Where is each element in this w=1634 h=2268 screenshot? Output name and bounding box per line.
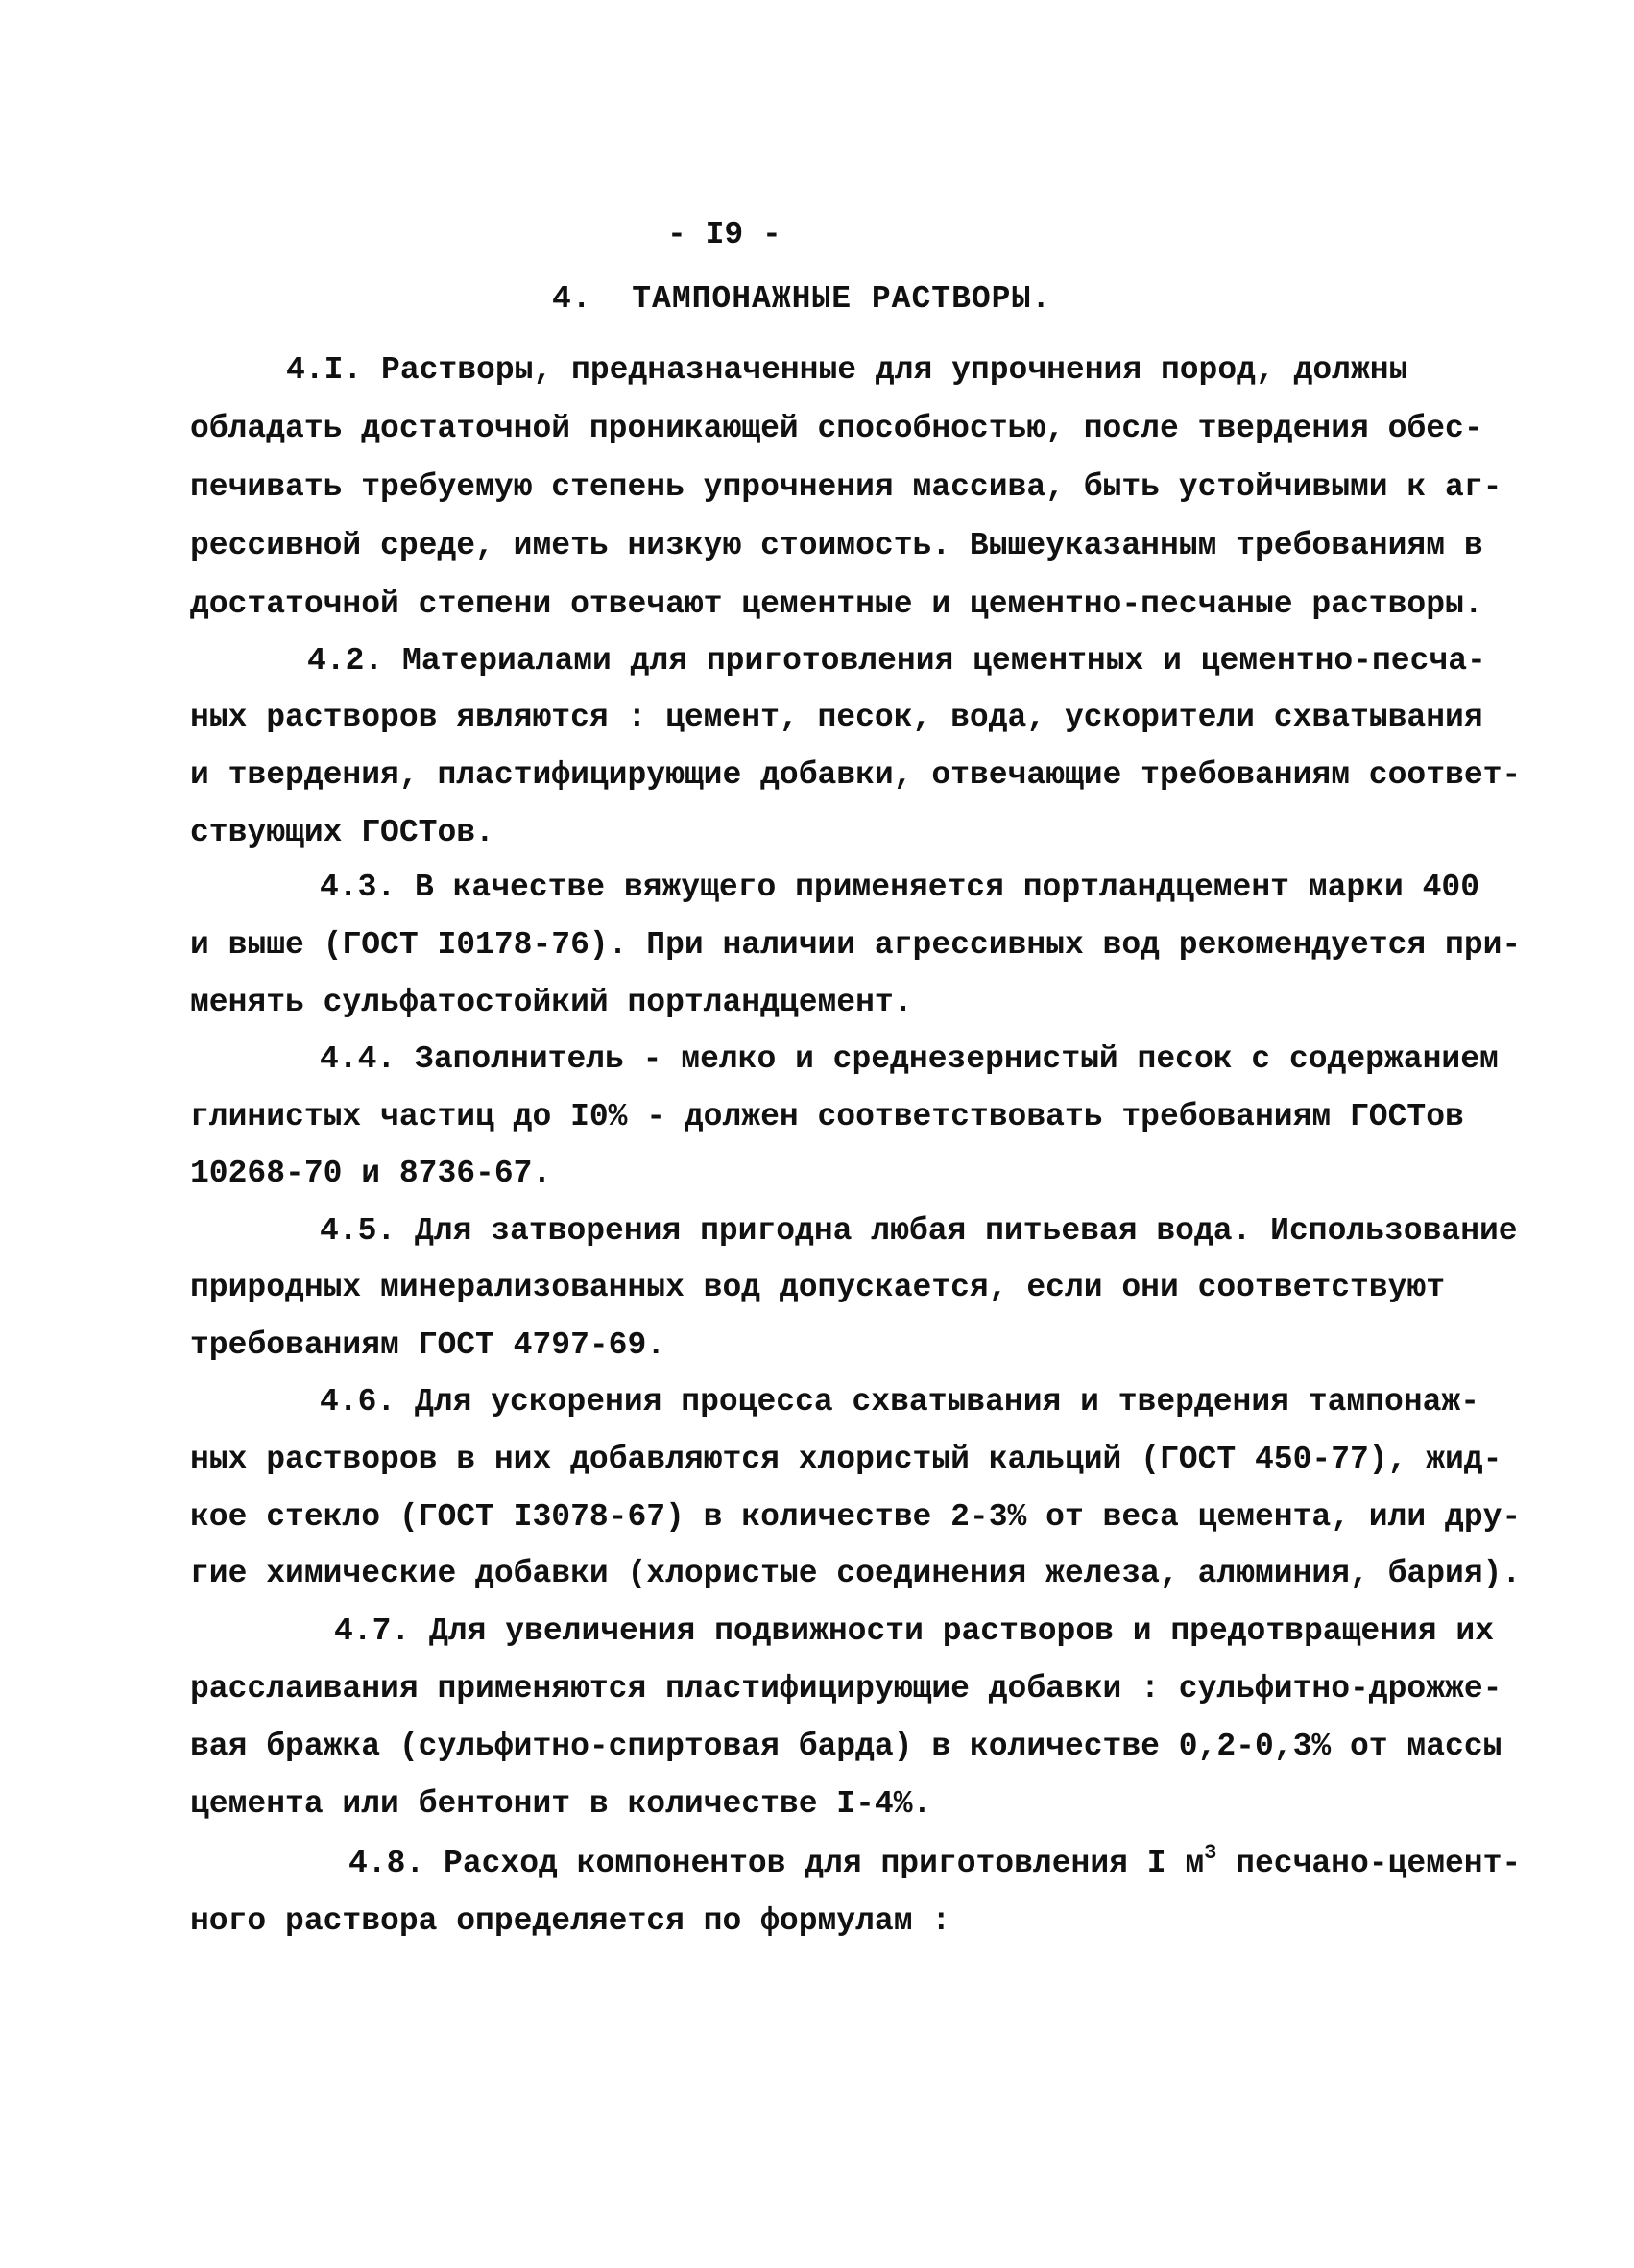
text-line: 4.6. Для ускорения процесса схватывания и твердения тампонаж-: [320, 1384, 1479, 1420]
text-line: природных минерализованных вод допускается, если они соответствуют: [190, 1270, 1446, 1305]
superscript: 3: [1204, 1841, 1217, 1865]
text-line: расслаивания применяются пластифицирующие добавки : сульфитно-дрожже-: [190, 1671, 1502, 1707]
text-line: 4.I. Растворы, предназначенные для упрочнения пород, должны: [286, 352, 1408, 388]
text-line: ных растворов являются : цемент, песок, вода, ускорители схватывания: [190, 700, 1483, 735]
text-line: 4.7. Для увеличения подвижности растворов и предотвращения их: [334, 1613, 1494, 1649]
section-heading: 4. ТАМПОНАЖНЫЕ РАСТВОРЫ.: [552, 281, 1052, 317]
text-line: печивать требуемую степень упрочнения массива, быть устойчивыми к аг-: [190, 469, 1502, 505]
text-line: рессивной среде, иметь низкую стоимость. Вышеуказанным требованиям в: [190, 528, 1483, 563]
text-line: обладать достаточной проникающей способностью, после твердения обес-: [190, 411, 1483, 446]
text-line: требованиям ГОСТ 4797-69.: [190, 1327, 666, 1363]
text-line: ного раствора определяется по формулам :: [190, 1903, 951, 1939]
text-line: гие химические добавки (хлористые соединения железа, алюминия, бария).: [190, 1556, 1522, 1591]
text-line: 4.5. Для затворения пригодна любая питьевая вода. Использование: [320, 1213, 1518, 1249]
text-line: глинистых частиц до I0% - должен соответствовать требованиям ГОСТов: [190, 1099, 1464, 1134]
text-line: менять сульфатостойкий портландцемент.: [190, 985, 913, 1020]
text-line: и выше (ГОСТ I0178-76). При наличии агрессивных вод рекомендуется при-: [190, 927, 1522, 963]
text-line: вая бражка (сульфитно-спиртовая барда) в количестве 0,2-0,3% от массы: [190, 1729, 1502, 1764]
text-line: 10268-70 и 8736-67.: [190, 1156, 552, 1191]
text-line: достаточной степени отвечают цементные и цементно-песчаные растворы.: [190, 586, 1483, 622]
page-number: - I9 -: [667, 217, 781, 252]
text-line: ных растворов в них добавляются хлористый кальций (ГОСТ 450-77), жид-: [190, 1442, 1502, 1477]
text-line: и твердения, пластифицирующие добавки, отвечающие требованиям соответ-: [190, 757, 1522, 793]
text-line: ствующих ГОСТов.: [190, 815, 494, 850]
text-run: песчано-цемент-: [1216, 1846, 1522, 1881]
text-line: 4.3. В качестве вяжущего применяется портландцемент марки 400: [320, 870, 1479, 905]
text-run: 4.8. Расход компонентов для приготовления I м: [348, 1846, 1205, 1881]
text-line: [348, 1841, 1522, 1883]
text-line: цемента или бентонит в количестве I-4%.: [190, 1786, 932, 1822]
text-line: 4.4. Заполнитель - мелко и среднезернистый песок с содержанием: [320, 1041, 1499, 1077]
text-line: 4.2. Материалами для приготовления цементных и цементно-песча-: [307, 643, 1486, 679]
text-line: кое стекло (ГОСТ I3078-67) в количестве 2-3% от веса цемента, или дру-: [190, 1499, 1522, 1535]
